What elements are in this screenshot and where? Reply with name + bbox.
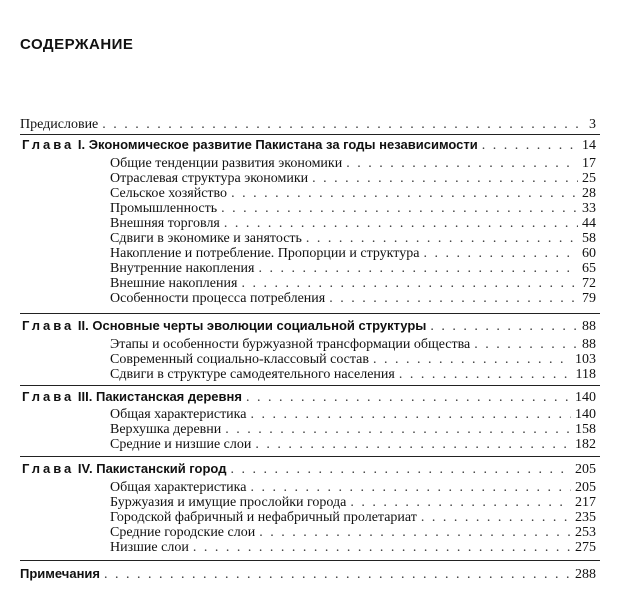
divider — [20, 134, 600, 135]
toc-entry-page: 205 — [575, 462, 596, 477]
leader-dots — [373, 352, 571, 367]
chapter-prefix: Глава — [22, 137, 75, 152]
toc-section-label: Общая характеристика — [110, 407, 247, 422]
toc-section — [110, 171, 596, 186]
toc-section — [110, 480, 596, 495]
leader-dots — [474, 337, 578, 352]
toc-section-page: 253 — [575, 525, 596, 540]
toc-section-label: Низшие слои — [110, 540, 189, 555]
toc-section — [110, 291, 596, 306]
divider — [20, 385, 600, 386]
toc-section-page: 33 — [582, 201, 596, 216]
chapter-title: Пакистанский город — [96, 461, 227, 476]
chapter-title: Основные черты эволюции социальной структуры — [92, 318, 427, 333]
toc-entry-page: 14 — [582, 138, 596, 153]
toc-section-label: Сдвиги в экономике и занятость — [110, 231, 302, 246]
leader-dots — [255, 437, 571, 452]
chapter-numeral: I. — [77, 137, 86, 152]
divider — [20, 313, 600, 314]
toc-section — [110, 337, 596, 352]
chapter-heading-4 — [22, 461, 596, 477]
toc-section-label: Внутренние накопления — [110, 261, 255, 276]
toc-section — [110, 246, 596, 261]
toc-section-label: Средние и низшие слои — [110, 437, 252, 452]
leader-dots — [423, 246, 578, 261]
leader-dots — [312, 171, 578, 186]
toc-section — [110, 525, 596, 540]
toc-section — [110, 201, 596, 216]
toc-section — [110, 437, 596, 452]
toc-section — [110, 231, 596, 246]
chapter-prefix: Глава — [22, 461, 75, 476]
toc-section — [110, 367, 596, 382]
toc-section-label: Особенности процесса потребления — [110, 291, 326, 306]
toc-entry-page: 140 — [575, 390, 596, 405]
leader-dots — [102, 117, 585, 132]
toc-section-page: 103 — [575, 352, 596, 367]
toc-section-label: Этапы и особенности буржуазной трансформации общества — [110, 337, 471, 352]
toc-section — [110, 540, 596, 555]
leader-dots — [482, 138, 578, 153]
chapter-numeral: III. — [77, 389, 93, 404]
toc-section — [110, 495, 596, 510]
toc-entry-label: Примечания — [20, 566, 101, 581]
leader-dots — [346, 156, 578, 171]
toc-section — [110, 352, 596, 367]
toc-section-page: 217 — [575, 495, 596, 510]
leader-dots — [421, 510, 571, 525]
toc-section-label: Средние городские слои — [110, 525, 256, 540]
divider — [20, 456, 600, 457]
leader-dots — [246, 390, 571, 405]
toc-entry-preface — [20, 117, 596, 132]
toc-section-page: 235 — [575, 510, 596, 525]
leader-dots — [231, 186, 578, 201]
leader-dots — [259, 525, 571, 540]
toc-section-label: Городской фабричный и нефабричный пролетариат — [110, 510, 417, 525]
toc-section — [110, 186, 596, 201]
toc-section-label: Сельское хозяйство — [110, 186, 228, 201]
leader-dots — [399, 367, 572, 382]
toc-entry-page: 288 — [575, 567, 596, 582]
toc-section-page: 140 — [575, 407, 596, 422]
toc-section-page: 79 — [582, 291, 596, 306]
leader-dots — [241, 276, 578, 291]
toc-section-page: 158 — [575, 422, 596, 437]
toc-entry-page: 3 — [589, 117, 596, 132]
leader-dots — [329, 291, 578, 306]
page-title: СОДЕРЖАНИЕ — [20, 36, 134, 53]
toc-section-label: Отраслевая структура экономики — [110, 171, 309, 186]
toc-entry-notes — [20, 566, 596, 582]
toc-section-label: Верхушка деревни — [110, 422, 222, 437]
leader-dots — [258, 261, 578, 276]
chapter-prefix: Глава — [22, 318, 75, 333]
toc-section-page: 88 — [582, 337, 596, 352]
toc-section-label: Внешняя торговля — [110, 216, 220, 231]
toc-section — [110, 261, 596, 276]
chapter-title: Пакистанская деревня — [95, 389, 242, 404]
toc-section-label: Внешние накопления — [110, 276, 238, 291]
leader-dots — [193, 540, 571, 555]
chapter-numeral: IV. — [77, 461, 93, 476]
chapter-numeral: II. — [77, 318, 89, 333]
leader-dots — [250, 407, 571, 422]
toc-section-page: 44 — [582, 216, 596, 231]
toc-section-page: 65 — [582, 261, 596, 276]
chapter-title: Экономическое развитие Пакистана за годы независимости — [88, 137, 478, 152]
chapter-heading-2 — [22, 318, 596, 334]
toc-section — [110, 510, 596, 525]
toc-section-page: 182 — [575, 437, 596, 452]
toc-section-label: Промышленность — [110, 201, 218, 216]
toc-section-page: 25 — [582, 171, 596, 186]
divider — [20, 560, 600, 561]
chapter-heading-1 — [22, 137, 596, 153]
leader-dots — [230, 462, 571, 477]
toc-section-page: 17 — [582, 156, 596, 171]
leader-dots — [430, 319, 578, 334]
toc-section-page: 275 — [575, 540, 596, 555]
toc-entry-label: Предисловие — [20, 117, 99, 132]
leader-dots — [224, 216, 578, 231]
toc-entry-page: 88 — [582, 319, 596, 334]
leader-dots — [306, 231, 578, 246]
toc-section-label: Накопление и потребление. Пропорции и структура — [110, 246, 420, 261]
toc-section-page: 118 — [575, 367, 596, 382]
toc-section-label: Современный социально-классовый состав — [110, 352, 370, 367]
toc-section-page: 72 — [582, 276, 596, 291]
chapter-prefix: Глава — [22, 389, 75, 404]
toc-section-label: Сдвиги в структуре самодеятельного населения — [110, 367, 395, 382]
toc-section-page: 28 — [582, 186, 596, 201]
leader-dots — [221, 201, 578, 216]
toc-section — [110, 156, 596, 171]
toc-section — [110, 407, 596, 422]
toc-section-page: 205 — [575, 480, 596, 495]
toc-section-label: Общие тенденции развития экономики — [110, 156, 343, 171]
toc-section-page: 60 — [582, 246, 596, 261]
toc-section-label: Буржуазия и имущие прослойки города — [110, 495, 347, 510]
toc-section-label: Общая характеристика — [110, 480, 247, 495]
leader-dots — [350, 495, 571, 510]
toc-section — [110, 422, 596, 437]
leader-dots — [225, 422, 571, 437]
toc-section-page: 58 — [582, 231, 596, 246]
leader-dots — [104, 567, 571, 582]
chapter-heading-3 — [22, 389, 596, 405]
leader-dots — [250, 480, 571, 495]
toc-section — [110, 276, 596, 291]
toc-section — [110, 216, 596, 231]
